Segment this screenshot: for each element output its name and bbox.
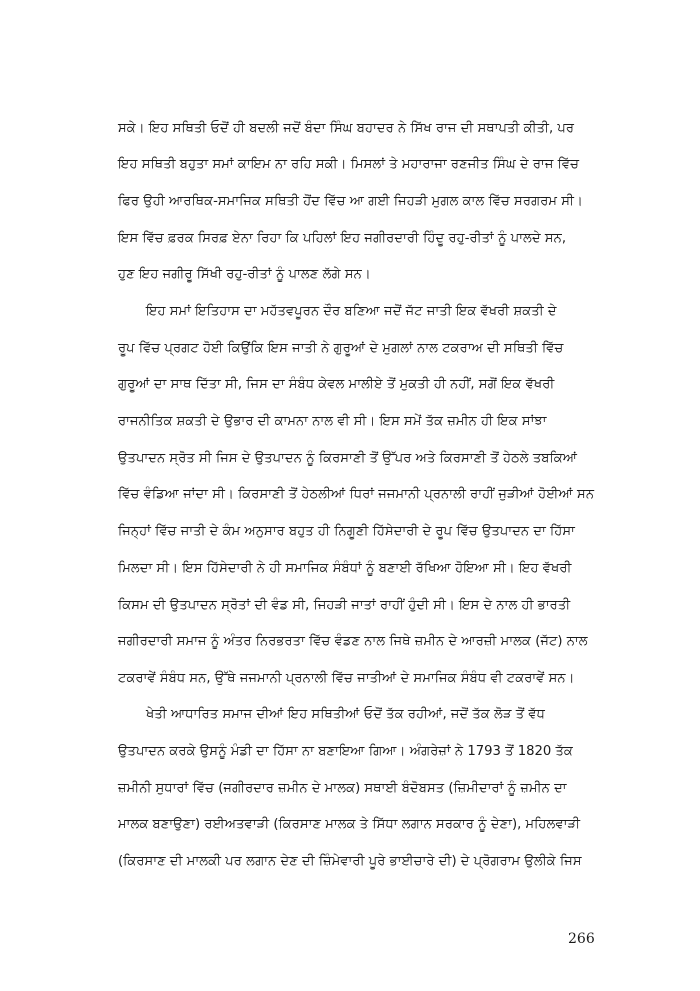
text-line: ਉਤਪਾਦਨ ਸ੍ਰੋਤ ਸੀ ਜਿਸ ਦੇ ਉਤਪਾਦਨ ਨੂੰ ਕਿਰਸਾਣੀ ਤੋਂ ਉੱਪਰ ਅਤੇ ਕਿਰਸਾਣੀ ਤੋਂ ਹੇਠਲੇ ਤਬਕਿਆਂ xyxy=(118,451,578,466)
text-line: ਗੁਰੂਆਂ ਦਾ ਸਾਥ ਦਿੱਤਾ ਸੀ, ਜਿਸ ਦਾ ਸੰਬੰਧ ਕੇਵਲ ਮਾਲੀਏ ਤੋਂ ਮੁਕਤੀ ਹੀ ਨਹੀਂ, ਸਗੋਂ ਇਕ ਵੱਖਰੀ xyxy=(118,377,555,392)
text-line: ਰਾਜਨੀਤਿਕ ਸ਼ਕਤੀ ਦੇ ਉਭਾਰ ਦੀ ਕਾਮਨਾ ਨਾਲ ਵੀ ਸੀ। ਇਸ ਸਮੇਂ ਤੱਕ ਜ਼ਮੀਨ ਹੀ ਇਕ ਸਾਂਝਾ xyxy=(118,414,547,429)
text-line: ਸਕੇ। ਇਹ ਸਥਿਤੀ ਓਦੋਂ ਹੀ ਬਦਲੀ ਜਦੋਂ ਬੰਦਾ ਸਿੰਘ ਬਹਾਦਰ ਨੇ ਸਿੱਖ ਰਾਜ ਦੀ ਸਥਾਪਤੀ ਕੀਤੀ, ਪਰ xyxy=(118,121,575,136)
text-line: ਟਕਰਾਵੇਂ ਸੰਬੰਧ ਸਨ, ਉੱਥੇ ਜਜਮਾਨੀ ਪ੍ਰਨਾਲੀ ਵਿੱਚ ਜਾਤੀਆਂ ਦੇ ਸਮਾਜਿਕ ਸੰਬੰਧ ਵੀ ਟਕਰਾਵੇਂ ਸਨ। xyxy=(118,671,575,686)
text-line: ਵਿੱਚ ਵੰਡਿਆ ਜਾਂਦਾ ਸੀ। ਕਿਰਸਾਣੀ ਤੋਂ ਹੇਠਲੀਆਂ ਧਿਰਾਂ ਜਜਮਾਨੀ ਪ੍ਰਨਾਲੀ ਰਾਹੀਂ ਜੁੜੀਆਂ ਹੋਈਆਂ ਸਨ xyxy=(118,487,595,502)
text-line: ਖੇਤੀ ਆਧਾਰਿਤ ਸਮਾਜ ਦੀਆਂ ਇਹ ਸਥਿਤੀਆਂ ਓਦੋਂ ਤੱਕ ਰਹੀਆਂ, ਜਦੋਂ ਤੱਕ ਲੋੜ ਤੋਂ ਵੱਧ xyxy=(146,707,545,722)
text-line: ਜ਼ਮੀਨੀ ਸੁਧਾਰਾਂ ਵਿੱਚ (ਜਗੀਰਦਾਰ ਜ਼ਮੀਨ ਦੇ ਮਾਲਕ) ਸਥਾਈ ਬੰਦੋਬਸਤ (ਜ਼ਿਮੀਦਾਰਾਂ ਨੂੰ ਜ਼ਮੀਨ ਦਾ xyxy=(118,781,567,796)
text-line: ਇਹ ਸਥਿਤੀ ਬਹੁਤਾ ਸਮਾਂ ਕਾਇਮ ਨਾ ਰਹਿ ਸਕੀ। ਮਿਸਲਾਂ ਤੇ ਮਹਾਰਾਜਾ ਰਣਜੀਤ ਸਿੰਘ ਦੇ ਰਾਜ ਵਿੱਚ xyxy=(118,157,580,172)
text-line: ਮਾਲਕ ਬਣਾਉਣਾ) ਰਈਅਤਵਾੜੀ (ਕਿਰਸਾਣ ਮਾਲਕ ਤੇ ਸਿੱਧਾ ਲਗਾਨ ਸਰਕਾਰ ਨੂੰ ਦੇਣਾ), ਮਹਿਲਵਾੜੀ xyxy=(118,817,581,832)
text-line: ਜਗੀਰਦਾਰੀ ਸਮਾਜ ਨੂੰ ਅੰਤਰ ਨਿਰਭਰਤਾ ਵਿੱਚ ਵੰਡਣ ਨਾਲ ਜਿਥੇ ਜ਼ਮੀਨ ਦੇ ਆਰਜ਼ੀ ਮਾਲਕ (ਜੱਟ) ਨਾਲ xyxy=(118,634,588,649)
text-line: ਕਿਸਮ ਦੀ ਉਤਪਾਦਨ ਸ੍ਰੋਤਾਂ ਦੀ ਵੰਡ ਸੀ, ਜਿਹੜੀ ਜਾਤਾਂ ਰਾਹੀਂ ਹੁੰਦੀ ਸੀ। ਇਸ ਦੇ ਨਾਲ ਹੀ ਭਾਰਤੀ xyxy=(118,598,571,613)
text-line: ਜਿਨ੍ਹਾਂ ਵਿੱਚ ਜਾਤੀ ਦੇ ਕੰਮ ਅਨੁਸਾਰ ਬਹੁਤ ਹੀ ਨਿਗੂਣੀ ਹਿੱਸੇਦਾਰੀ ਦੇ ਰੂਪ ਵਿੱਚ ਉਤਪਾਦਨ ਦਾ ਹਿੱਸਾ xyxy=(118,524,575,539)
text-line: ਇਸ ਵਿੱਚ ਫ਼ਰਕ ਸਿਰਫ਼ ਏਨਾ ਰਿਹਾ ਕਿ ਪਹਿਲਾਂ ਇਹ ਜਗੀਰਦਾਰੀ ਹਿੰਦੂ ਰਹੁ-ਰੀਤਾਂ ਨੂੰ ਪਾਲਦੇ ਸਨ, xyxy=(118,231,567,246)
text-line: ਹੁਣ ਇਹ ਜਗੀਰੂ ਸਿੱਖੀ ਰਹੁ-ਰੀਤਾਂ ਨੂੰ ਪਾਲਣ ਲੱਗੇ ਸਨ। xyxy=(118,267,371,282)
text-line: ਇਹ ਸਮਾਂ ਇਤਿਹਾਸ ਦਾ ਮਹੱਤਵਪੂਰਨ ਦੌਰ ਬਣਿਆ ਜਦੋਂ ਜੱਟ ਜਾਤੀ ਇਕ ਵੱਖਰੀ ਸ਼ਕਤੀ ਦੇ xyxy=(146,304,557,319)
text-line: ਉਤਪਾਦਨ ਕਰਕੇ ਉਸਨੂੰ ਮੰਡੀ ਦਾ ਹਿੱਸਾ ਨਾ ਬਣਾਇਆ ਗਿਆ। ਅੰਗਰੇਜ਼ਾਂ ਨੇ 1793 ਤੋਂ 1820 ਤੱਕ xyxy=(118,744,573,759)
page-number: 266 xyxy=(568,931,595,947)
text-line: ਮਿਲਦਾ ਸੀ। ਇਸ ਹਿੱਸੇਦਾਰੀ ਨੇ ਹੀ ਸਮਾਜਿਕ ਸੰਬੰਧਾਂ ਨੂੰ ਬਣਾਈ ਰੱਖਿਆ ਹੋਇਆ ਸੀ। ਇਹ ਵੱਖਰੀ xyxy=(118,561,572,576)
text-line: ਰੂਪ ਵਿੱਚ ਪ੍ਰਗਟ ਹੋਈ ਕਿਉਂਕਿ ਇਸ ਜਾਤੀ ਨੇ ਗੁਰੂਆਂ ਦੇ ਮੁਗਲਾਂ ਨਾਲ ਟਕਰਾਅ ਦੀ ਸਥਿਤੀ ਵਿੱਚ xyxy=(118,341,564,356)
text-line: ਫਿਰ ਉਹੀ ਆਰਥਿਕ-ਸਮਾਜਿਕ ਸਥਿਤੀ ਹੋਂਦ ਵਿੱਚ ਆ ਗਈ ਜਿਹੜੀ ਮੁਗਲ ਕਾਲ ਵਿੱਚ ਸਰਗਰਮ ਸੀ। xyxy=(118,194,583,209)
text-line: (ਕਿਰਸਾਣ ਦੀ ਮਾਲਕੀ ਪਰ ਲਗਾਨ ਦੇਣ ਦੀ ਜ਼ਿੰਮੇਵਾਰੀ ਪੂਰੇ ਭਾਈਚਾਰੇ ਦੀ) ਦੇ ਪ੍ਰੋਗਰਾਮ ਉਲੀਕੇ ਜਿਸ xyxy=(118,854,582,869)
